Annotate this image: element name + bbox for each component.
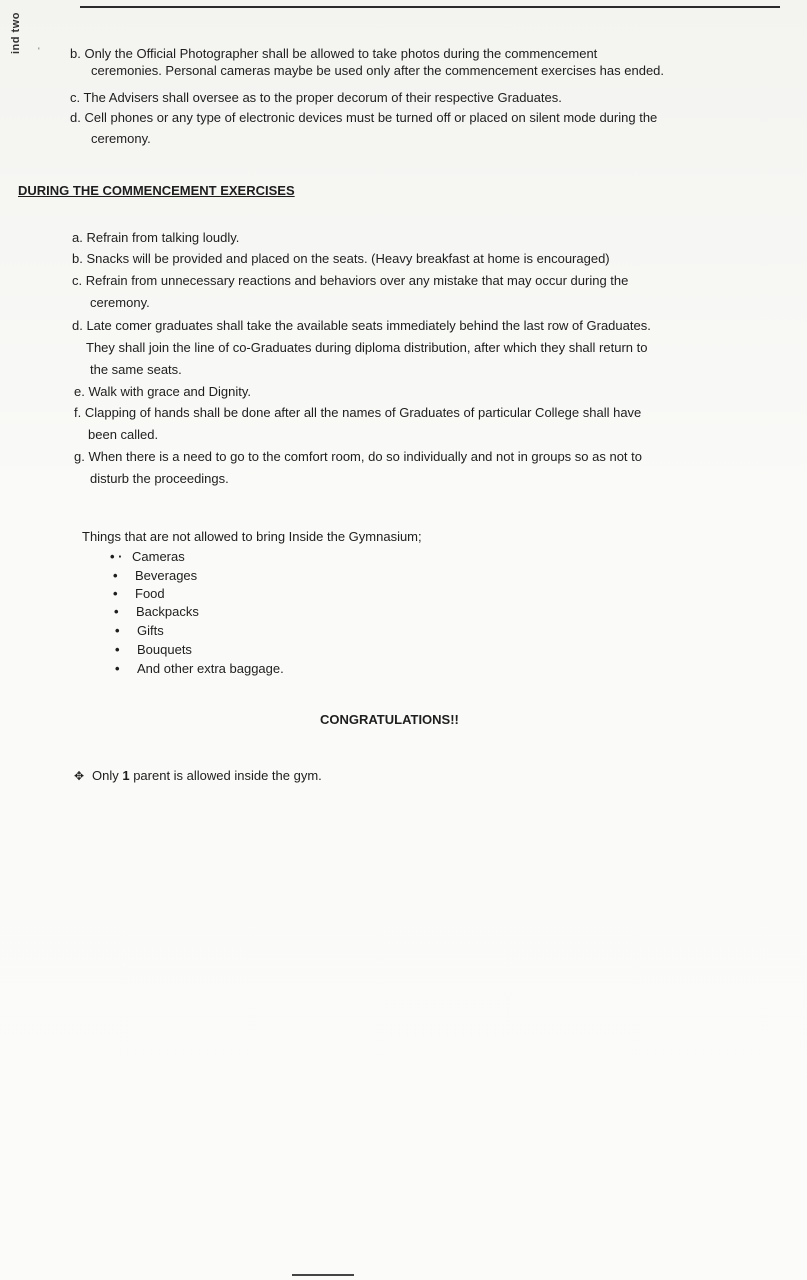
bullet-item: [114, 604, 199, 619]
bullet-item: [113, 586, 165, 601]
bottom-rule: [292, 1274, 354, 1276]
note: [74, 768, 322, 783]
bullet-icon: •: [115, 661, 120, 676]
list-item-a: [72, 230, 239, 247]
item-line: d. Late comer graduates shall take the available seats immediately behind the last row of Graduates.: [72, 318, 651, 333]
bullet-text: Gifts: [137, 623, 164, 638]
list-item-d: [70, 110, 657, 148]
item-line: been called.: [88, 426, 159, 442]
item-line: disturb the proceedings.: [90, 470, 229, 486]
list-item-c: [72, 273, 628, 312]
note-text-suffix: parent is allowed inside the gym.: [129, 768, 322, 783]
bullet-item: [115, 623, 164, 638]
item-line: ceremony.: [90, 294, 150, 310]
list-item-g: [74, 449, 642, 488]
bullet-icon: •: [113, 586, 118, 601]
bullet-icon: •: [115, 642, 120, 657]
diamond-bullet-icon: ✥: [74, 769, 85, 783]
bullet-text: Food: [135, 586, 165, 601]
item-line: ceremonies. Personal cameras maybe be used only after the commencement exercises has ended.: [91, 62, 665, 78]
item-line: a. Refrain from talking loudly.: [72, 230, 240, 245]
bullet-item: [113, 568, 197, 583]
congratulations-heading: CONGRATULATIONS!!: [320, 712, 459, 727]
margin-mark: ': [38, 46, 40, 56]
item-line: d. Cell phones or any type of electronic devices must be turned off or placed on silent mode during the: [70, 110, 658, 125]
bullet-text: Beverages: [135, 568, 198, 583]
bullet-icon: •: [115, 623, 120, 638]
list-item-c: [70, 90, 562, 107]
note-text-bold: 1: [122, 768, 130, 783]
top-rule: [80, 6, 780, 8]
item-line: c. The Advisers shall oversee as to the proper decorum of their respective Graduates.: [70, 90, 562, 105]
list-item-d: [72, 318, 651, 379]
section-heading: DURING THE COMMENCEMENT EXERCISES: [18, 183, 295, 198]
note-text-prefix: Only: [92, 768, 123, 783]
item-line: They shall join the line of co-Graduates during diploma distribution, after which they shall return to: [86, 339, 648, 355]
bullet-icon: • ·: [110, 549, 123, 564]
bullet-item: [115, 642, 192, 657]
item-line: ceremony.: [91, 130, 151, 146]
margin-text: ind two: [10, 12, 22, 54]
bullet-item: [115, 661, 284, 676]
list-item-b: [72, 251, 610, 268]
bullet-text: Backpacks: [136, 604, 199, 619]
item-line: f. Clapping of hands shall be done after all the names of Graduates of particular College shall have: [74, 405, 642, 420]
item-line: e. Walk with grace and Dignity.: [74, 384, 252, 399]
list-item-f: [74, 405, 641, 444]
bullet-text: Cameras: [132, 549, 185, 564]
bullet-icon: •: [114, 604, 119, 619]
item-line: c. Refrain from unnecessary reactions and behaviors over any mistake that may occur during the: [72, 273, 629, 288]
item-line: b. Only the Official Photographer shall be allowed to take photos during the commencement: [70, 46, 598, 61]
list-item-b: [70, 46, 664, 80]
item-line: b. Snacks will be provided and placed on the seats. (Heavy breakfast at home is encouraged): [72, 251, 610, 266]
list-item-e: [74, 384, 251, 401]
things-title: Things that are not allowed to bring Inside the Gymnasium;: [82, 529, 422, 544]
bullet-icon: •: [113, 568, 118, 583]
item-line: the same seats.: [90, 361, 182, 377]
bullet-text: And other extra baggage.: [137, 661, 284, 676]
item-line: g. When there is a need to go to the comfort room, do so individually and not in groups so as not to: [74, 449, 643, 464]
bullet-item: [110, 549, 185, 564]
bullet-text: Bouquets: [137, 642, 192, 657]
